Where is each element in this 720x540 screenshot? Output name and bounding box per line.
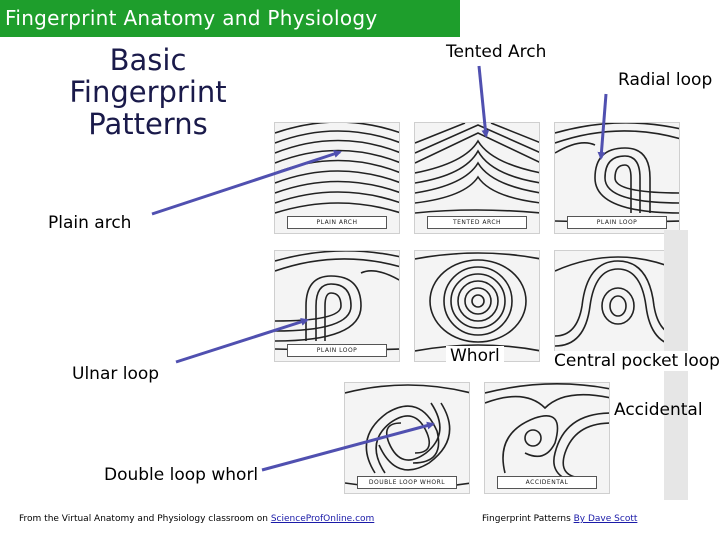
label-tented-arch: Tented Arch bbox=[446, 42, 547, 62]
footer-credit-right bbox=[482, 514, 637, 524]
label-central-pocket-loop: Central pocket loop bbox=[554, 351, 720, 371]
double-loop-whorl-image bbox=[344, 382, 470, 494]
label-plain-arch: Plain arch bbox=[48, 213, 132, 233]
plain-arch-caption: PLAIN ARCH bbox=[287, 216, 387, 229]
tented-arch-caption: TENTED ARCH bbox=[427, 216, 527, 229]
accidental-caption: ACCIDENTAL bbox=[497, 476, 597, 489]
double-loop-whorl-caption: DOUBLE LOOP WHORL bbox=[357, 476, 457, 489]
label-ulnar-loop: Ulnar loop bbox=[72, 364, 160, 384]
section-heading: Basic Fingerprint Patterns bbox=[69, 43, 227, 141]
tented-arch-image bbox=[414, 122, 540, 234]
footer-left-link[interactable]: ScienceProfOnline.com bbox=[270, 514, 375, 524]
label-whorl: Whorl bbox=[446, 346, 504, 366]
label-radial-loop: Radial loop bbox=[618, 70, 713, 90]
plain-loop-caption-2: PLAIN LOOP bbox=[287, 344, 387, 357]
accidental-image bbox=[484, 382, 610, 494]
central-pocket-loop-image bbox=[554, 250, 680, 362]
footer-left-text: From the Virtual Anatomy and Physiology classroom on bbox=[19, 514, 271, 524]
plain-loop-caption-1: PLAIN LOOP bbox=[567, 216, 667, 229]
label-double-loop-whorl: Double loop whorl bbox=[104, 465, 259, 485]
central-pocket-loop-ridges bbox=[555, 251, 680, 362]
radial-loop-image bbox=[554, 122, 680, 234]
ulnar-loop-image bbox=[274, 250, 400, 362]
footer-right-link[interactable]: By Dave Scott bbox=[573, 514, 638, 524]
label-accidental: Accidental bbox=[614, 400, 703, 420]
footer-credit-left bbox=[19, 514, 374, 524]
page-title: Fingerprint Anatomy and Physiology bbox=[0, 0, 460, 37]
plain-arch-image bbox=[274, 122, 400, 234]
footer-right-text: Fingerprint Patterns bbox=[482, 514, 574, 524]
